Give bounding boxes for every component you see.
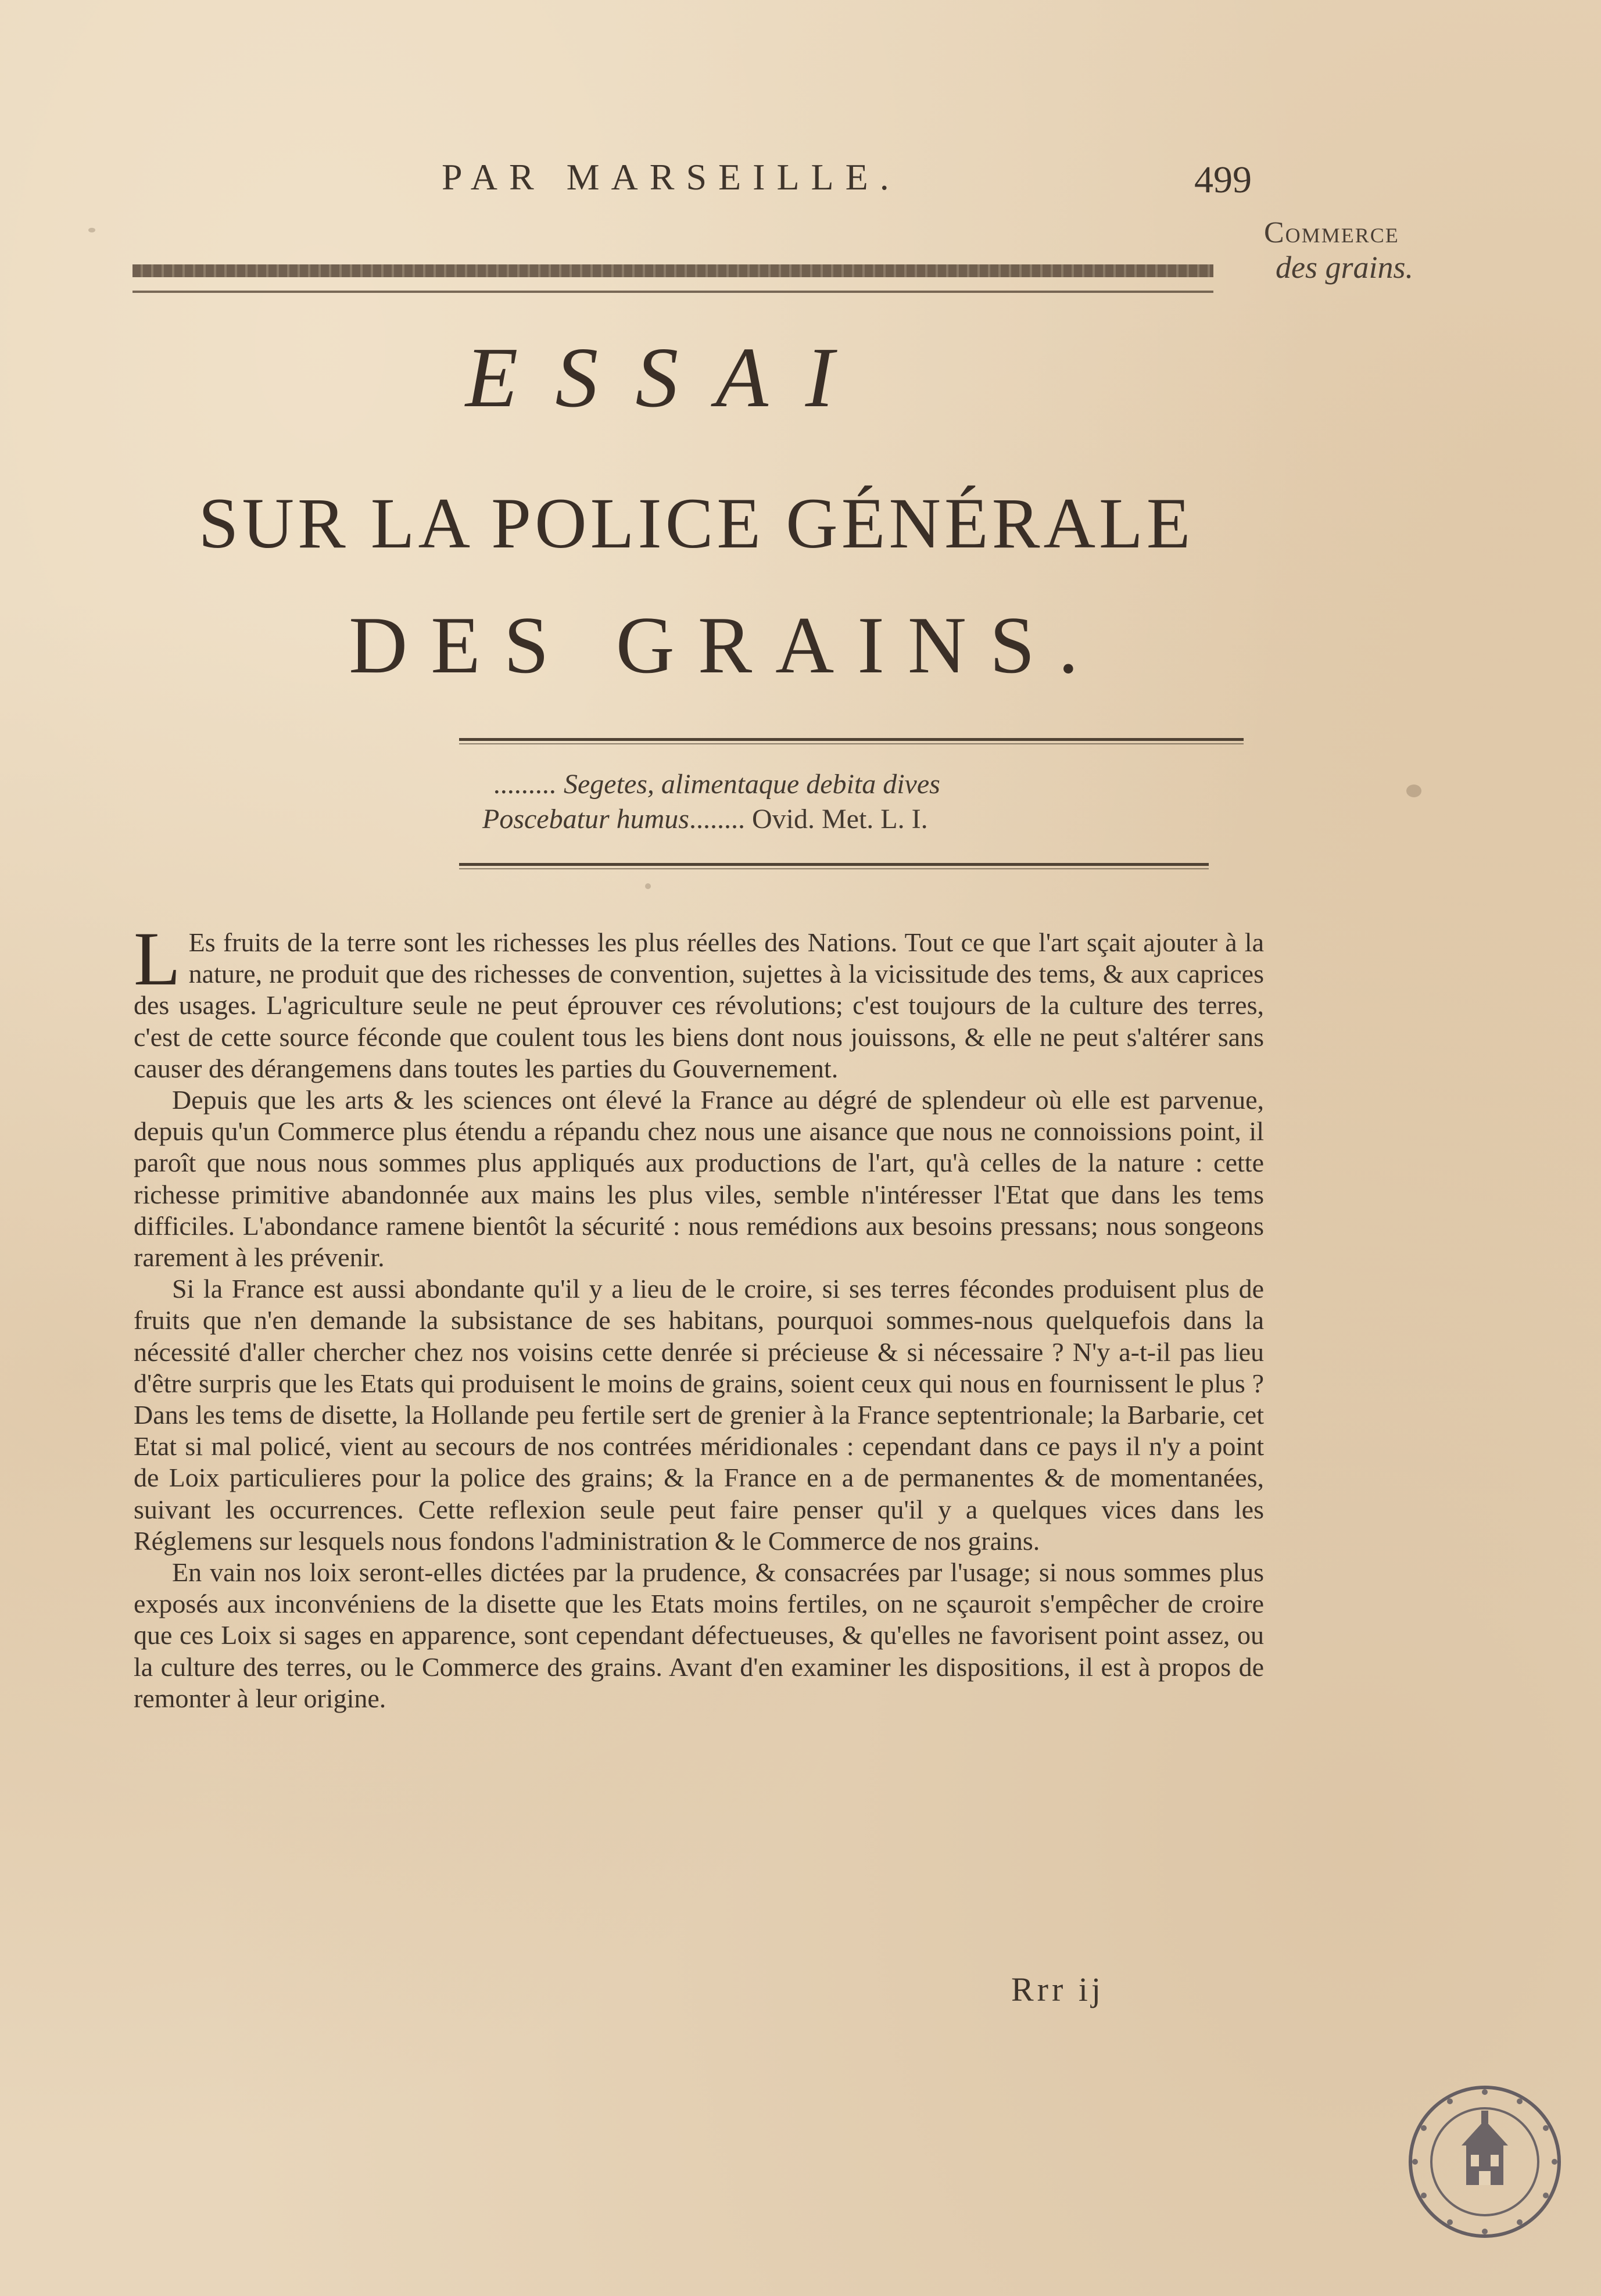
margin-note-line1: Commerce — [1264, 216, 1399, 249]
margin-note — [1264, 218, 1413, 283]
epigraph-top-rule-thin — [459, 743, 1244, 744]
epigraph — [482, 767, 1180, 837]
paper-blemish — [88, 228, 95, 232]
epigraph-line2-rest: ........ Ovid. Met. L. I. — [689, 804, 928, 834]
headpiece-ornament-rule — [132, 264, 1213, 277]
paragraph-2: Depuis que les arts & les sciences ont élevé la France au dégré de splendeur où elle est parvenue, depuis qu'un Commerce plus étendu a répandu chez nous une aisance que nous ne connoissions point, il paroît que nous nous sommes plus appliqués aux productions de l'art, qu'à celles de la nature : cette richesse primitive abandonnée aux mains les plus viles, semble n'intéresser l'Etat que dans les tems difficiles. L'abondance ramene bientôt la sécurité : nous remédions aux besoins pressans; nous songeons rarement à les prévenir. — [134, 1085, 1264, 1273]
margin-note-line2: des grains. — [1276, 250, 1414, 285]
body-text — [134, 916, 1264, 1714]
paper-blemish — [645, 883, 651, 889]
epigraph-line2 — [482, 802, 1180, 837]
epigraph-line1: ......... Segetes, alimentaque debita dives — [494, 769, 940, 800]
drop-cap: L — [134, 916, 181, 1001]
library-stamp-icon — [1398, 2075, 1572, 2249]
paragraph-4: En vain nos loix seront-elles dictées par la prudence, & consacrées par l'usage; si nous sommes plus exposés aux inconvéniens de la disette que les Etats moins fertiles, on ne sçauroit s'empêcher de croire que ces Loix si sages en apparence, sont cependant défectueuses, & qu'elles ne favorisent point assez, ou la culture des terres, ou le Commerce des grains. Avant d'en examiner les dispositions, il est à propos de remonter à leur origine. — [134, 1557, 1264, 1713]
title-des-grains: DES GRAINS. — [349, 600, 1102, 690]
title-subtitle: SUR LA POLICE GÉNÉRALE — [198, 483, 1194, 563]
headpiece-thin-rule — [132, 291, 1213, 293]
epigraph-bottom-rule-thin — [459, 868, 1209, 869]
signature-mark: Rrr ij — [1011, 1971, 1105, 2008]
paragraph-1 — [134, 916, 1264, 1084]
title-essai: ESSAI — [465, 330, 872, 425]
running-head-title: PAR MARSEILLE. — [442, 156, 901, 198]
paragraph-3: Si la France est aussi abondante qu'il y a lieu de le croire, si ses terres fécondes produisent plus de fruits que n'en demande la subsistance de ses habitans, pourquoi sommes-nous quelquefois dans la nécessité d'aller chercher chez nos voisins cette denrée si précieuse & si nécessaire ? N'y a-t-il pas lieu d'être surpris que les Etats qui produisent le moins de grains, soient ceux qui nous en fournissent le plus ? Dans les tems de disette, la Hollande peu fertile sert de grenier à la France septentrionale; la Barbarie, cet Etat si mal policé, vient au secours de nos contrées méridionales : cependant dans ce pays il n'y a point de Loix particulieres pour la police des grains; & la France en a de permanentes & de momentanées, suivant les occurrences. Cette reflexion seule peut faire penser qu'il y a quelques vices dans les Réglemens sur lesquels nous fondons l'administration & le Commerce de nos grains. — [134, 1274, 1264, 1556]
epigraph-bottom-rule — [459, 863, 1209, 866]
epigraph-line2-italic: Poscebatur humus — [482, 804, 689, 834]
paper-blemish — [1406, 785, 1421, 797]
page-number: 499 — [1194, 159, 1252, 201]
epigraph-top-rule — [459, 738, 1244, 741]
paragraph-1-text: Es fruits de la terre sont les richesses les plus réelles des Nations. Tout ce que l'art sçait ajouter à la nature, ne produit que des richesses de convention, sujettes à la vicissitude des tems, & aux caprices des usages. L'agriculture seule ne peut éprouver ces révolutions; c'est toujours de la culture des terres, c'est de cette source féconde que coulent tous les biens dont nous jouissons, & elle ne peut s'altérer sans causer des dérangemens dans toutes les parties du Gouvernement. — [134, 927, 1264, 1083]
